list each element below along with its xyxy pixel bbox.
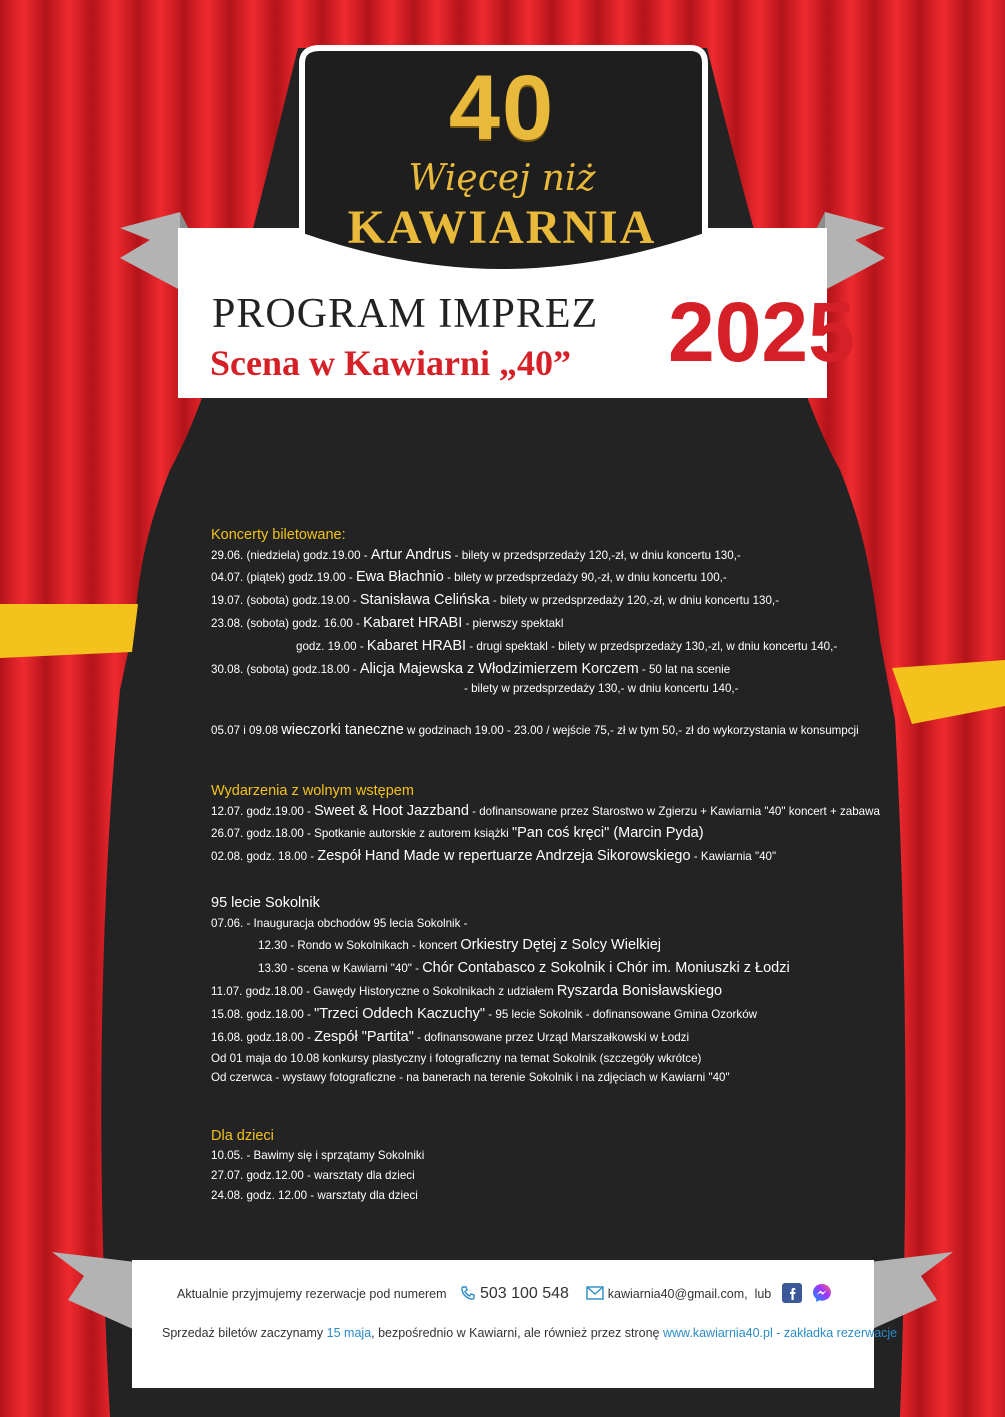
list-item: 27.07. godz.12.00 - warsztaty dla dzieci <box>211 1169 415 1182</box>
footer-contact <box>177 1283 877 1306</box>
list-item: 15.08. godz.18.00 - "Trzeci Oddech Kaczuchy" - 95 lecie Sokolnik - dofinansowane Gmina Ozorków <box>211 1006 758 1022</box>
page-subtitle: Scena w Kawiarni „40” <box>210 343 572 383</box>
list-item: Od 01 maja do 10.08 konkursy plastyczny i fotograficzny na temat Sokolnik (szczegóły wkrótce) <box>211 1052 702 1065</box>
program-list <box>211 526 911 1206</box>
list-item: 30.08. (sobota) godz.18.00 - Alicja Majewska z Włodzimierzem Korczem - 50 lat na scenie <box>211 661 731 677</box>
list-item: 10.05. - Bawimy się i sprzątamy Sokolniki <box>211 1149 425 1162</box>
list-item: 07.06. - Inauguracja obchodów 95 lecia Sokolnik - <box>211 917 468 930</box>
sales-mid: , bezpośrednio w Kawiarni, ale również przez stronę <box>371 1326 660 1340</box>
website-suffix: - zakładka rezerwacje <box>772 1326 898 1340</box>
list-item: 26.07. godz.18.00 - Spotkanie autorskie z autorem książki "Pan coś kręci" (Marcin Pyda) <box>211 825 704 841</box>
list-item: 16.08. godz.18.00 - Zespół "Partita" - dofinansowane przez Urząd Marszałkowski w Łodzi <box>211 1029 690 1045</box>
list-item: 19.07. (sobota) godz.19.00 - Stanisława Celińska - bilety w przedsprzedaży 120,-zł, w dniu koncertu 130,- <box>211 592 779 608</box>
page-title: PROGRAM IMPREZ <box>212 291 599 337</box>
list-item: 29.06. (niedziela) godz.19.00 - Artur Andrus - bilety w przedsprzedaży 120,-zł, w dniu koncertu 130,- <box>211 547 741 563</box>
footer-banner <box>132 1260 874 1388</box>
list-item: Od czerwca - wystawy fotograficzne - na banerach na terenie Sokolnik i na zdjęciach w Kawiarni "40" <box>211 1071 730 1084</box>
year-badge: 2025 <box>668 285 855 379</box>
list-item: 12.30 - Rondo w Sokolnikach - koncert Orkiestry Dętej z Solcy Wielkiej <box>258 937 661 953</box>
section-heading-anniversary: 95 lecie Sokolnik <box>211 895 320 911</box>
section-heading-free: Wydarzenia z wolnym wstępem <box>211 783 414 799</box>
left-tieback <box>0 604 138 658</box>
list-item: 11.07. godz.18.00 - Gawędy Historyczne o Sokolnikach z udziałem Ryszarda Bonisławskiego <box>211 983 723 999</box>
logo-number: 40 <box>448 57 556 159</box>
logo-script: Więcej niż <box>408 158 596 199</box>
list-item: - bilety w przedsprzedaży 130,- w dniu koncertu 140,- <box>464 682 739 695</box>
reservation-text: Aktualnie przyjmujemy rezerwacje pod numerem <box>177 1286 447 1301</box>
dance-item: 05.07 i 09.08 wieczorki taneczne w godzinach 19.00 - 23.00 / wejście 75,- zł w tym 50,- zł do wykorzystania w konsumpcji <box>211 722 859 738</box>
list-item: godz. 19.00 - Kabaret HRABI - drugi spektakl - bilety w przedsprzedaży 130,-zl, w dniu koncertu 140,- <box>296 638 838 654</box>
section-heading-kids: Dla dzieci <box>211 1128 274 1144</box>
phone-number[interactable]: 503 100 548 <box>479 1284 569 1302</box>
website-link[interactable]: www.kawiarnia40.pl <box>662 1326 773 1340</box>
logo-name: KAWIARNIA <box>347 201 657 254</box>
list-item: 02.08. godz. 18.00 - Zespół Hand Made w repertuarze Andrzeja Sikorowskiego - Kawiarnia "40" <box>211 848 777 864</box>
sales-text: Sprzedaż biletów zaczynamy <box>162 1326 324 1340</box>
footer-sales <box>162 1326 898 1340</box>
list-item: 12.07. godz.19.00 - Sweet & Hoot Jazzband - dofinansowane przez Starostwo w Zgierzu + Kawiarnia "40" koncert + zabawa <box>211 803 880 819</box>
phone-icon <box>460 1285 476 1304</box>
messenger-icon[interactable] <box>812 1283 832 1306</box>
email-link[interactable]: kawiarnia40@gmail.com, <box>607 1286 748 1301</box>
list-item: 13.30 - scena w Kawiarni "40" - Chór Contabasco z Sokolnik i Chór im. Moniuszki z Łodzi <box>258 960 790 976</box>
list-item: 23.08. (sobota) godz. 16.00 - Kabaret HRABI - pierwszy spektakl <box>211 615 564 631</box>
mail-icon <box>586 1286 604 1303</box>
facebook-icon[interactable] <box>782 1283 802 1306</box>
list-item: 24.08. godz. 12.00 - warsztaty dla dzieci <box>211 1189 418 1202</box>
sales-date: 15 maja <box>326 1326 372 1340</box>
section-heading-concerts: Koncerty biletowane: <box>211 527 346 543</box>
list-item: 04.07. (piątek) godz.19.00 - Ewa Błachnio - bilety w przedsprzedaży 90,-zł, w dniu koncertu 100,- <box>211 569 727 585</box>
or-text: lub <box>754 1286 772 1301</box>
